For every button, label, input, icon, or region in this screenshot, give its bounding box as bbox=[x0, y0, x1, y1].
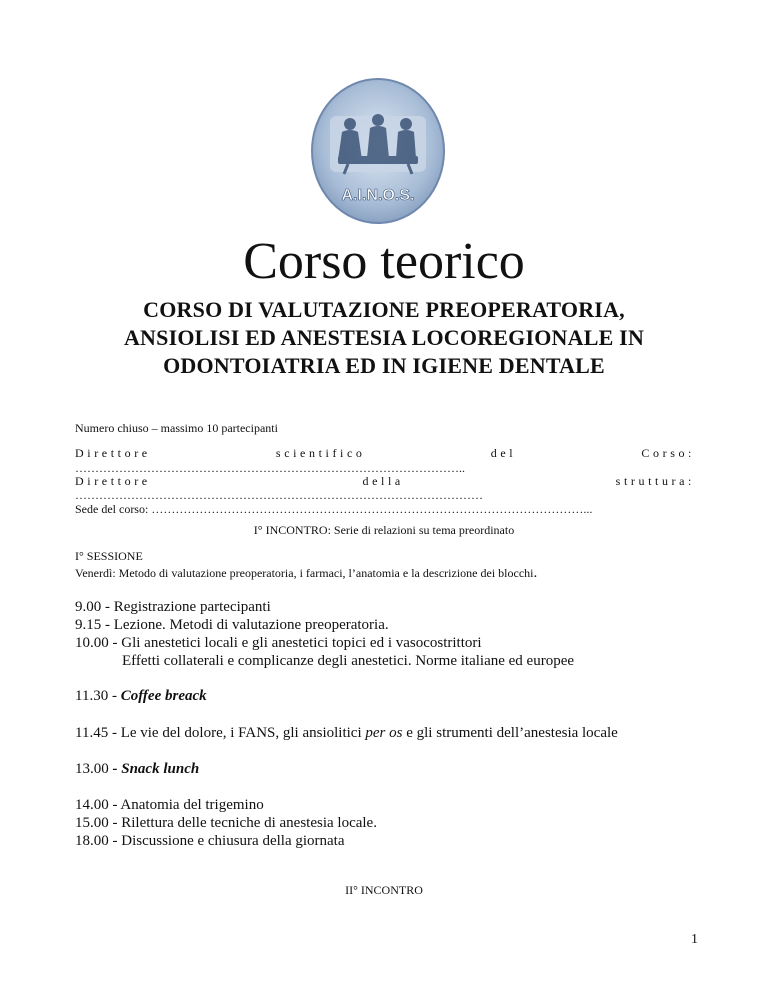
lunch-label: - Snack lunch bbox=[112, 761, 200, 777]
subtitle-line: ANSIOLISI ED ANESTESIA LOCOREGIONALE IN bbox=[123, 325, 645, 350]
schedule-row bbox=[75, 760, 199, 778]
aios-logo bbox=[308, 76, 448, 226]
subtitle-line: CORSO DI VALUTAZIONE PREOPERATORIA, bbox=[143, 297, 625, 322]
schedule-row bbox=[75, 687, 207, 705]
label-word: struttura: bbox=[615, 474, 695, 488]
label-word: scientifico bbox=[275, 446, 366, 460]
course-subtitle bbox=[60, 296, 708, 380]
subtitle-line: ODONTOIATRIA ED IN IGIENE DENTALE bbox=[163, 353, 605, 378]
logo-text: A.I.N.O.S. bbox=[341, 187, 415, 204]
label-word: del bbox=[490, 446, 517, 460]
schedule-text: e gli strumenti dell’anestesia locale bbox=[402, 725, 618, 741]
schedule-row: 9.15 - Lezione. Metodi di valutazione preoperatoria. bbox=[75, 617, 389, 633]
page-number: 1 bbox=[691, 932, 698, 947]
director-structure-field: ………………………………………………………………………………………… bbox=[75, 489, 483, 501]
page-title: Corso teorico bbox=[243, 233, 525, 290]
schedule-time: 13.00 bbox=[75, 761, 113, 777]
schedule-row: 14.00 - Anatomia del trigemino bbox=[75, 797, 264, 813]
session-description-text: Venerdì: Metodo di valutazione preoperatoria, i farmaci, l’anatomia e la descrizione dei blocchi bbox=[75, 566, 534, 580]
second-meeting-heading: II° INCONTRO bbox=[345, 883, 423, 897]
schedule-italic: per os bbox=[365, 725, 403, 741]
director-scientific-field: …………………………………………………………………………………….. bbox=[75, 462, 465, 474]
first-meeting-heading: I° INCONTRO: Serie di relazioni su tema preordinato bbox=[253, 523, 515, 537]
logo-emblem-icon bbox=[308, 76, 448, 226]
schedule-row: 10.00 - Gli anestetici locali e gli anestetici topici ed i vasocostrittori bbox=[75, 635, 482, 651]
schedule-row bbox=[75, 724, 618, 742]
director-structure-row bbox=[75, 474, 695, 488]
venue-field: Sede del corso: ………………………………………………………………………………………………... bbox=[75, 502, 593, 516]
coffee-break-label: Coffee breack bbox=[120, 688, 207, 704]
schedule-text: Effetti collaterali e complicanze degli anestetici. Norme italiane ed europee bbox=[122, 653, 575, 669]
schedule-row: 15.00 - Rilettura delle tecniche di anestesia locale. bbox=[75, 815, 377, 831]
schedule-row: 9.00 - Registrazione partecipanti bbox=[75, 599, 271, 615]
schedule-row: 18.00 - Discussione e chiusura della giornata bbox=[75, 833, 345, 849]
participants-note: Numero chiuso – massimo 10 partecipanti bbox=[75, 421, 278, 435]
label-word: Direttore bbox=[75, 446, 151, 460]
label-word: Direttore bbox=[75, 474, 151, 488]
schedule-text: 11.45 - Le vie del dolore, i FANS, gli ansiolitici bbox=[75, 725, 366, 741]
label-word: Corso: bbox=[641, 446, 695, 460]
schedule-row-continued bbox=[75, 652, 574, 670]
session-description-end: . bbox=[533, 565, 538, 581]
label-word: della bbox=[362, 474, 404, 488]
session-heading: I° SESSIONE bbox=[75, 549, 143, 563]
session-description bbox=[75, 566, 537, 580]
director-scientific-row bbox=[75, 446, 695, 460]
schedule-time: 11.30 - bbox=[75, 688, 121, 704]
